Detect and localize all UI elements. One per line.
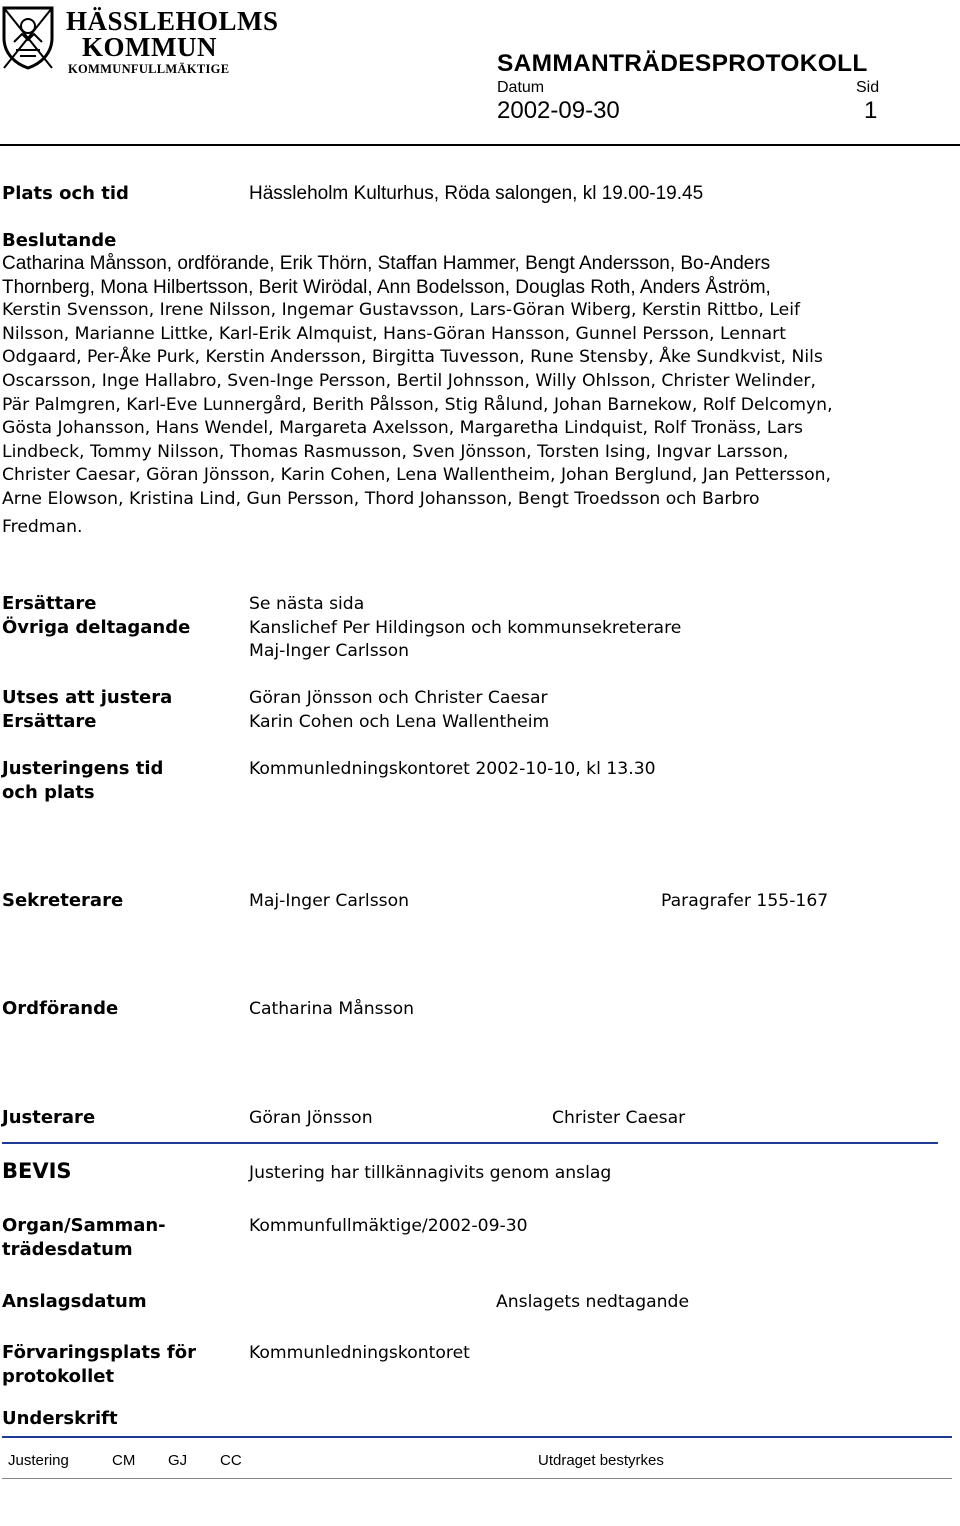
forvaring-value: Kommunledningskontoret [249,1343,470,1363]
org-name-line1: HÄSSLEHOLMS [66,6,279,36]
coat-of-arms-icon [0,4,56,70]
org-name-line2: KOMMUN [82,32,217,62]
sid-label: Sid [856,79,880,96]
header-divider [0,144,960,146]
plats-label: Plats och tid [2,183,129,204]
ordforande-label: Ordförande [2,998,119,1019]
ersattare-value: Se nästa sida [249,594,365,614]
underskrift-divider [2,1436,952,1438]
utses-label: Utses att justera [2,687,173,708]
plats-value: Hässleholm Kulturhus, Röda salongen, kl 19.00-19.45 [249,183,704,204]
footer-divider [2,1478,952,1479]
beslutande-line: Christer Caesar, Göran Jönsson, Karin Cohen, Lena Wallentheim, Johan Berglund, Jan Pettersson, [2,465,831,486]
ersattare-label: Ersättare [2,593,97,614]
organ-label-line1: Organ/Samman- [2,1215,166,1236]
justerare-label: Justerare [2,1107,96,1128]
beslutande-line: Odgaard, Per-Åke Purk, Kerstin Andersson, Birgitta Tuvesson, Rune Stensby, Åke Sundkvist, Nils [2,347,823,368]
forvaring-label-line2: protokollet [2,1366,115,1387]
justerare-name2: Christer Caesar [552,1108,686,1128]
beslutande-line: Oscarsson, Inge Hallabro, Sven-Inge Persson, Bertil Johnsson, Willy Ohlsson, Christer Welinder, [2,370,816,391]
beslutande-label: Beslutande [2,230,117,251]
beslutande-line: Fredman. [2,516,83,537]
beslutande-line: Kerstin Svensson, Irene Nilsson, Ingemar Gustavsson, Lars-Göran Wiberg, Kerstin Rittbo, Leif [2,300,801,321]
sekreterare-label: Sekreterare [2,890,124,911]
beslutande-line: Nilsson, Marianne Littke, Karl-Erik Almquist, Hans-Göran Hansson, Gunnel Persson, Lennart [2,323,786,344]
sekreterare-name: Maj-Inger Carlsson [249,891,410,911]
ersattare2-value: Karin Cohen och Lena Wallentheim [249,712,550,732]
bevis-label: BEVIS [2,1159,72,1183]
organ-label-line2: trädesdatum [2,1239,133,1260]
ovriga-label: Övriga deltagande [2,617,191,638]
beslutande-line: Arne Elowson, Kristina Lind, Gun Persson, Thord Johansson, Bengt Troedsson och Barbro [2,488,760,509]
utses-value: Göran Jönsson och Christer Caesar [249,688,548,708]
justerare-name1: Göran Jönsson [249,1108,373,1128]
justerare-divider [2,1142,938,1144]
sid-value: 1 [864,97,878,124]
beslutande-line: Gösta Johansson, Hans Wendel, Margareta Axelsson, Margaretha Lindquist, Rolf Tronäss, Lars [2,418,803,439]
beslutande-line: Catharina Månsson, ordförande, Erik Thörn, Staffan Hammer, Bengt Andersson, Bo-Anders [2,253,771,274]
org-subtitle: KOMMUNFULLMÄKTIGE [68,62,230,76]
beslutande-line: Pär Palmgren, Karl-Eve Lunnergård, Berith Pålsson, Stig Rålund, Johan Barnekow, Rolf Delcomyn, [2,394,833,415]
forvaring-label-line1: Förvaringsplats för [2,1342,197,1363]
ersattare2-label: Ersättare [2,711,97,732]
beslutande-line: Thornberg, Mona Hilbertsson, Berit Wirödal, Ann Bodelsson, Douglas Roth, Anders Åström, [2,276,771,298]
justeringens-label-line2: och plats [2,782,95,803]
footer-utdraget: Utdraget bestyrkes [538,1452,664,1469]
justeringens-value: Kommunledningskontoret 2002-10-10, kl 13.30 [249,759,656,779]
organ-value: Kommunfullmäktige/2002-09-30 [249,1216,528,1236]
bevis-value: Justering har tillkännagivits genom anslag [249,1163,612,1183]
footer-initial: GJ [168,1452,188,1469]
datum-label: Datum [497,79,545,96]
datum-value: 2002-09-30 [497,97,620,124]
ovriga-value-line2: Maj-Inger Carlsson [249,641,410,661]
beslutande-line: Lindbeck, Tommy Nilsson, Thomas Rasmusson, Sven Jönsson, Torsten Ising, Ingvar Larsson, [2,441,789,462]
ordforande-name: Catharina Månsson [249,999,415,1019]
anslag-value: Anslagets nedtagande [496,1292,690,1312]
beslutande-list [2,252,957,539]
doc-title: SAMMANTRÄDESPROTOKOLL [497,50,868,77]
footer-initial: CM [112,1452,136,1469]
justeringens-label-line1: Justeringens tid [2,758,164,779]
footer-initial: CC [220,1452,242,1469]
ovriga-value-line1: Kanslichef Per Hildingson och kommunsekreterare [249,618,682,638]
anslag-label: Anslagsdatum [2,1291,147,1312]
underskrift-label: Underskrift [2,1408,118,1429]
paragrafer: Paragrafer 155-167 [661,891,829,911]
footer-justering: Justering [8,1452,69,1469]
